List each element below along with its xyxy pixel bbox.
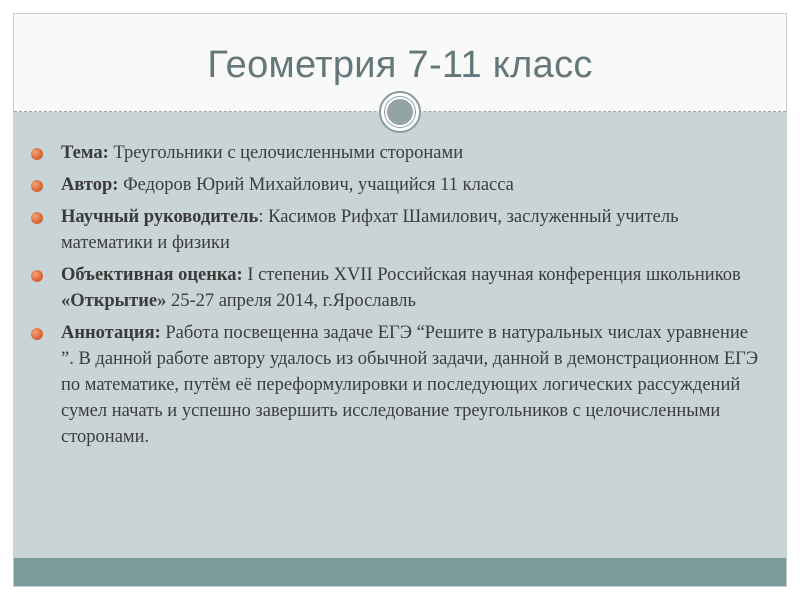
item-label: Автор: [61, 175, 119, 195]
item-text: : Касимов Рифхат Шамилович, заслуженный учитель математики и физики [61, 207, 679, 253]
item-label: Аннотация: [61, 323, 161, 343]
item-text: Треугольники с целочисленными сторонами [108, 143, 464, 163]
circle-ornament-icon [379, 91, 421, 133]
item-text: Федоров Юрий Михайлович, учащийся 11 класса [118, 175, 514, 195]
slide [13, 13, 787, 587]
bullet-dot-icon [31, 328, 43, 340]
content-area [14, 112, 786, 558]
list-item-supervisor [31, 204, 761, 256]
list-item-topic [31, 140, 761, 166]
bullet-dot-icon [31, 270, 43, 282]
circle-ornament-inner [385, 97, 415, 127]
list-item-author [31, 172, 761, 198]
item-label: Объективная оценка: [61, 265, 243, 285]
item-label: Тема: [61, 143, 109, 163]
bullet-list [31, 140, 761, 456]
list-item-annotation [31, 320, 761, 450]
bullet-dot-icon [31, 148, 43, 160]
item-text: Работа посвещенна задаче ЕГЭ “Решите в натуральных числах уравнение ”. В данной работе автору удалось из обычной задачи, данной в демонстрационном ЕГЭ по математике, путём её переформулировки и последующих логических рассуждений сумел начать и успешно завершить исследование треугольников с целочисленными сторонами. [61, 323, 759, 447]
slide-title: Геометрия 7-11 класс [207, 44, 593, 86]
list-item-evaluation [31, 262, 761, 314]
bottom-band [14, 558, 786, 586]
bullet-dot-icon [31, 180, 43, 192]
item-text: I степениь XVII Российская научная конференция школьников [242, 265, 741, 285]
item-label: Научный руководитель [61, 207, 259, 227]
item-text-date: 25-27 апреля 2014, г.Ярославль [166, 291, 416, 311]
bullet-dot-icon [31, 212, 43, 224]
conference-name: «Открытие» [61, 291, 167, 311]
